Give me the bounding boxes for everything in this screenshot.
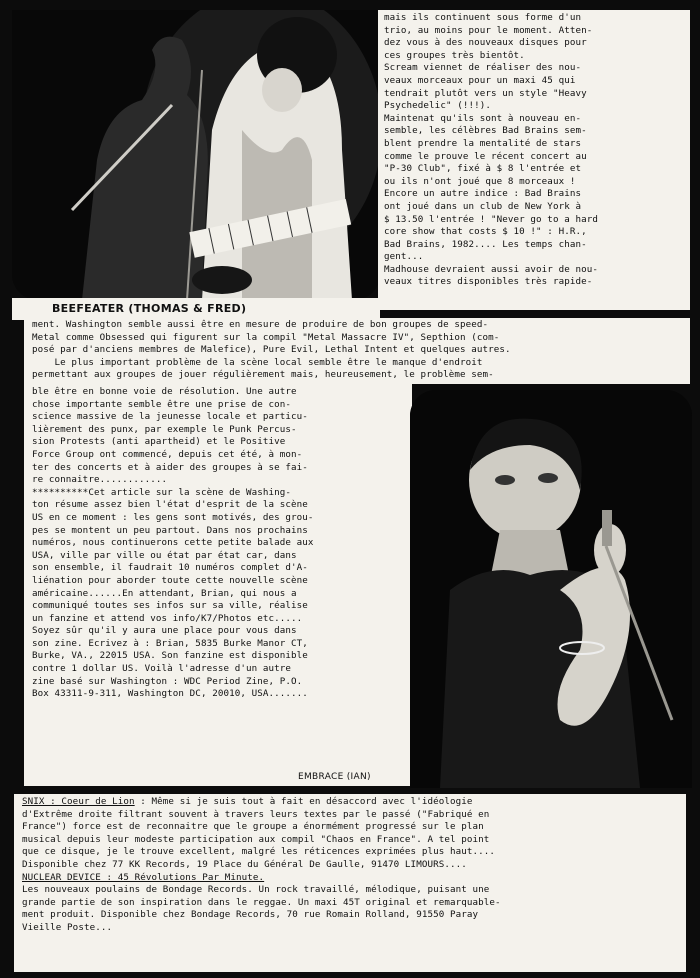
beefeater-caption: BEEFEATER (THOMAS & FRED) — [52, 302, 247, 315]
text-line: France") force est de reconnaitre que le groupe a énormément progressé sur le plan — [22, 821, 484, 833]
text-line: liénation pour aborder toute cette nouvelle scène — [32, 574, 308, 586]
text-line: ou ils n'ont joué que 8 morceaux ! — [384, 175, 576, 187]
text-line: semble, les célèbres Bad Brains sem- — [384, 125, 587, 137]
embrace-photo — [410, 390, 692, 788]
left-column — [24, 384, 412, 786]
text-line: numéros, nous continuerons cette petite balade aux — [32, 537, 314, 549]
snix-review — [22, 796, 678, 872]
text-line: sion Protests (anti apartheid) et le Positive — [32, 436, 286, 448]
text-line: Soyez sûr qu'il y aura une place pour vous dans — [32, 625, 297, 637]
text-line: $ 13.50 l'entrée ! "Never go to a hard — [384, 213, 598, 225]
wide-paragraph-text — [32, 319, 682, 382]
text-line: ment produit. Disponible chez Bondage Records, 70 rue Romain Rolland, 91550 Paray — [22, 909, 479, 921]
text-line: gent... — [384, 251, 424, 263]
nuclear-device-review-text — [22, 884, 678, 934]
nuclear-heading-label: NUCLEAR DEVICE : 45 Révolutions Par Minute. — [22, 871, 265, 883]
text-line: comme le prouve le récent concert au — [384, 150, 587, 162]
text-line: dez vous à des nouveaux disques pour — [384, 37, 587, 49]
text-line: américaine......En attendant, Brian, qui nous a — [32, 587, 297, 599]
text-line: Les nouveaux poulains de Bondage Records. Un rock travaillé, mélodique, puisant une — [22, 884, 490, 896]
text-line: communiqué toutes ses infos sur sa ville, réalise — [32, 600, 308, 612]
text-line: contre 1 dollar US. Voilà l'adresse d'un autre — [32, 663, 292, 675]
text-line: blent prendre la mentalité de stars — [384, 137, 582, 149]
text-line: Le plus important problème de la scène local semble être le manque d'endroit — [32, 356, 483, 368]
text-line: Encore un autre indice : Bad Brains — [384, 188, 582, 200]
text-line: pes se montent un peu partout. Dans nos prochains — [32, 524, 308, 536]
text-line: "P-30 Club", fixé à $ 8 l'entrée et — [384, 163, 582, 175]
text-line: Madhouse devraient aussi avoir de nou- — [384, 263, 598, 275]
beefeater-photo — [12, 10, 380, 300]
text-line: ment. Washington semble aussi être en mesure de produire de bon groupes de speed- — [32, 319, 489, 330]
text-line: Force Group ont commencé, depuis cet été, à mon- — [32, 448, 303, 460]
text-line: Burke, VA., 22015 USA. Son fanzine est disponible — [32, 650, 308, 662]
text-line: veaux titres disponibles très rapide- — [384, 276, 593, 288]
text-line: USA, ville par ville ou état par état car, dans — [32, 549, 297, 561]
text-line: Vieille Poste... — [22, 921, 113, 933]
text-line: grande partie de son inspiration dans le reggae. Un maxi 45T original et remarquable- — [22, 896, 501, 908]
left-column-text — [32, 386, 404, 701]
text-line: science massive de la jeunesse locale et particu- — [32, 411, 308, 423]
record-reviews — [14, 794, 686, 972]
nuclear-device-heading — [22, 872, 678, 885]
text-line: Disponible chez 77 KK Records, 19 Place du Général De Gaulle, 91470 LIMOURS.... — [22, 858, 467, 870]
text-line: un fanzine et attend vos info/K7/Photos etc..... — [32, 612, 303, 624]
text-line: US en ce moment : les gens sont motivés, des grou- — [32, 511, 314, 523]
text-line: d'Extrême droite filtrant souvent à travers leurs textes par le passé ("Fabriqué en — [22, 808, 490, 820]
text-line: core show that costs $ 10 !" : H.R., — [384, 226, 587, 238]
text-line: lièrement des punx, par exemple le Punk Percus- — [32, 423, 297, 435]
text-line: chose importante semble être une prise de con- — [32, 398, 292, 410]
embrace-photo-art — [410, 390, 692, 788]
text-line: que ce disque, je le trouve excellent, malgré les réticences exprimées plus haut.... — [22, 846, 496, 858]
text-line: veaux morceaux pour un maxi 45 qui — [384, 74, 576, 86]
text-line: ont joué dans un club de New York à — [384, 200, 582, 212]
text-line: ble être en bonne voie de résolution. Une autre — [32, 386, 297, 397]
text-line: Bad Brains, 1982.... Les temps chan- — [384, 238, 587, 250]
text-line: ces groupes très bientôt. — [384, 49, 525, 61]
text-line: ter des concerts et à aider des groupes à se fai- — [32, 461, 308, 473]
text-line: **********Cet article sur la scène de Washing- — [32, 486, 292, 498]
wide-paragraph — [24, 318, 690, 384]
text-line: posé par d'anciens membres de Malefice), Pure Evil, Lethal Intent et quelques autres. — [32, 344, 511, 356]
snix-heading: SNIX : Coeur de Lion — [22, 796, 135, 807]
text-line: son zine. Ecrivez à : Brian, 5835 Burke Manor CT, — [32, 637, 308, 649]
text-line: musical depuis leur modeste participation aux compil "Chaos en France". A tel point — [22, 833, 490, 845]
text-line: mais ils continuent sous forme d'un — [384, 12, 582, 23]
text-line: Scream viennet de réaliser des nou- — [384, 62, 582, 74]
text-line: Metal comme Obsessed qui figurent sur la compil "Metal Massacre IV", Septhion (com- — [32, 331, 500, 343]
snix-review-text: : Même si je suis tout à fait en désaccord avec l'idéologie — [134, 796, 473, 807]
embrace-signature: EMBRACE (IAN) — [298, 772, 371, 782]
text-line: tendrait plutôt vers un style "Heavy — [384, 87, 587, 99]
text-line: Box 43311-9-311, Washington DC, 20010, USA....... — [32, 688, 308, 700]
text-line: Maintenat qu'ils sont à nouveau en- — [384, 112, 582, 124]
top-right-column — [378, 10, 690, 310]
text-line: son ensemble, il faudrait 10 numéros complet d'A- — [32, 562, 308, 574]
text-line: re connaitre............ — [32, 474, 168, 486]
top-right-text — [384, 12, 684, 289]
text-line: Psychedelic" (!!!). — [384, 100, 491, 112]
text-line: permettant aux groupes de jouer régulièrement mais, heureusement, le problème sem- — [32, 369, 494, 381]
text-line: ton résume assez bien l'état d'esprit de la scène — [32, 499, 308, 511]
text-line: trio, au moins pour le moment. Atten- — [384, 24, 593, 36]
beefeater-photo-art — [12, 10, 380, 300]
text-line: zine basé sur Washington : WDC Period Zine, P.O. — [32, 675, 303, 687]
